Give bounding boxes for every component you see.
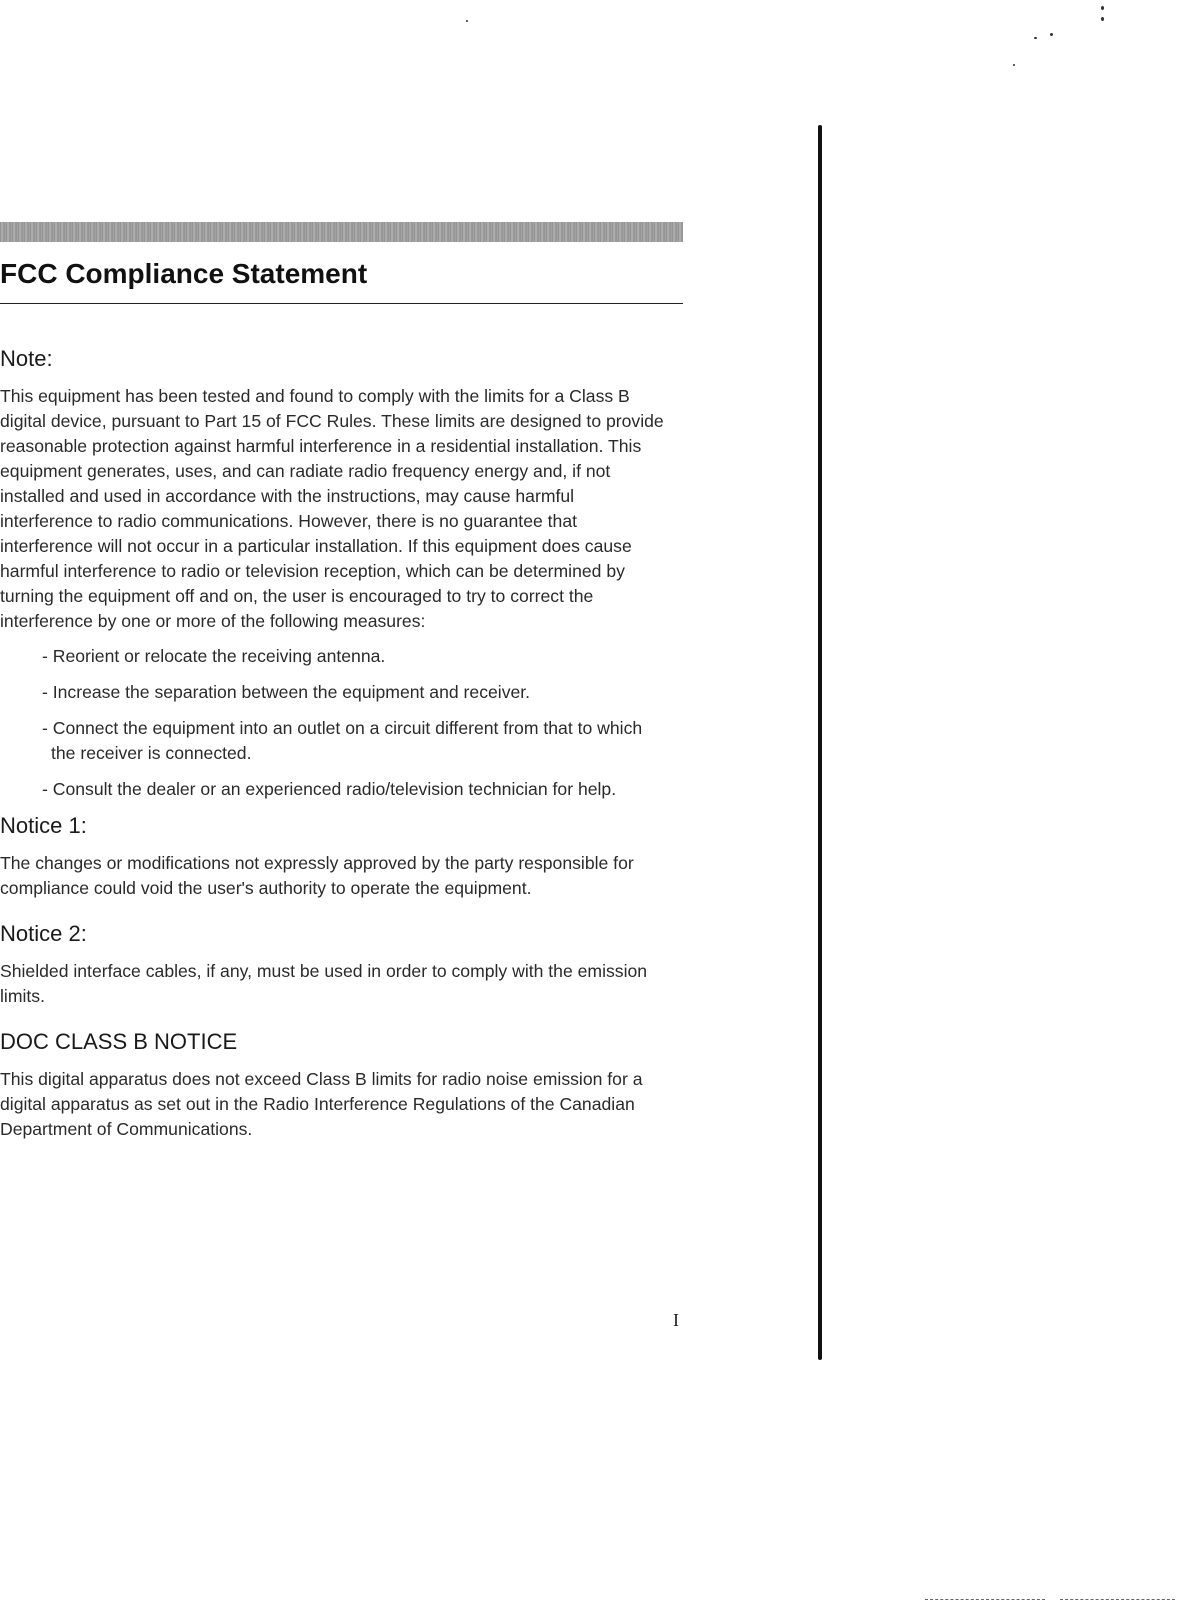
scan-edge-dash: [925, 1599, 1045, 1600]
notice1-heading: Notice 1:: [0, 813, 87, 838]
scan-speck: [466, 20, 468, 22]
scan-edge-dash: [1060, 1599, 1175, 1600]
page-number: I: [673, 1310, 679, 1330]
measure-item: - Increase the separation between the equipment and receiver.: [42, 682, 531, 702]
scan-speck: [1013, 64, 1015, 66]
scan-speck: [1101, 17, 1104, 21]
header-shaded-bar: [0, 222, 683, 242]
notice1-body: The changes or modifications not expressly approved by the party responsible for compliance could void the user's authority to operate the equipment.: [0, 853, 634, 898]
measure-item: - Connect the equipment into an outlet on a circuit different from that to which the receiver is connected.: [42, 718, 643, 763]
measure-item: - Reorient or relocate the receiving antenna.: [42, 646, 386, 666]
notice2-heading: Notice 2:: [0, 921, 87, 946]
note-heading: Note:: [0, 346, 53, 371]
scan-speck: [1050, 33, 1053, 36]
scan-speck: [1034, 37, 1037, 39]
scan-speck: [1101, 6, 1104, 10]
note-body: This equipment has been tested and found to comply with the limits for a Class B digital device, pursuant to Part 15 of FCC Rules. These limits are designed to provide reasonable protection against harmful interference in a residential installation. This equipment generates, uses, and can radiate radio frequency energy and, if not installed and used in accordance with the instructions, may cause harmful interference to radio communications. However, there is no guarantee that interference will not occur in a particular installation. If this equipment does cause harmful interference to radio or television reception, which can be determined by turning the equipment off and on, the user is encouraged to try to correct the interference by one or more of the following measures:: [0, 386, 664, 631]
title-divider: [0, 303, 683, 304]
measure-item: - Consult the dealer or an experienced radio/television technician for help.: [42, 779, 617, 799]
doc-notice-body: This digital apparatus does not exceed Class B limits for radio noise emission for a digital apparatus as set out in the Radio Interference Regulations of the Canadian Department of Communications.: [0, 1069, 643, 1139]
page-title: FCC Compliance Statement: [0, 258, 368, 289]
main-content: [0, 346, 670, 1142]
notice2-body: Shielded interface cables, if any, must be used in order to comply with the emission limits.: [0, 961, 648, 1006]
doc-notice-heading: DOC CLASS B NOTICE: [0, 1029, 238, 1054]
measures-list: [0, 644, 670, 802]
binding-edge-line: [818, 125, 822, 1360]
